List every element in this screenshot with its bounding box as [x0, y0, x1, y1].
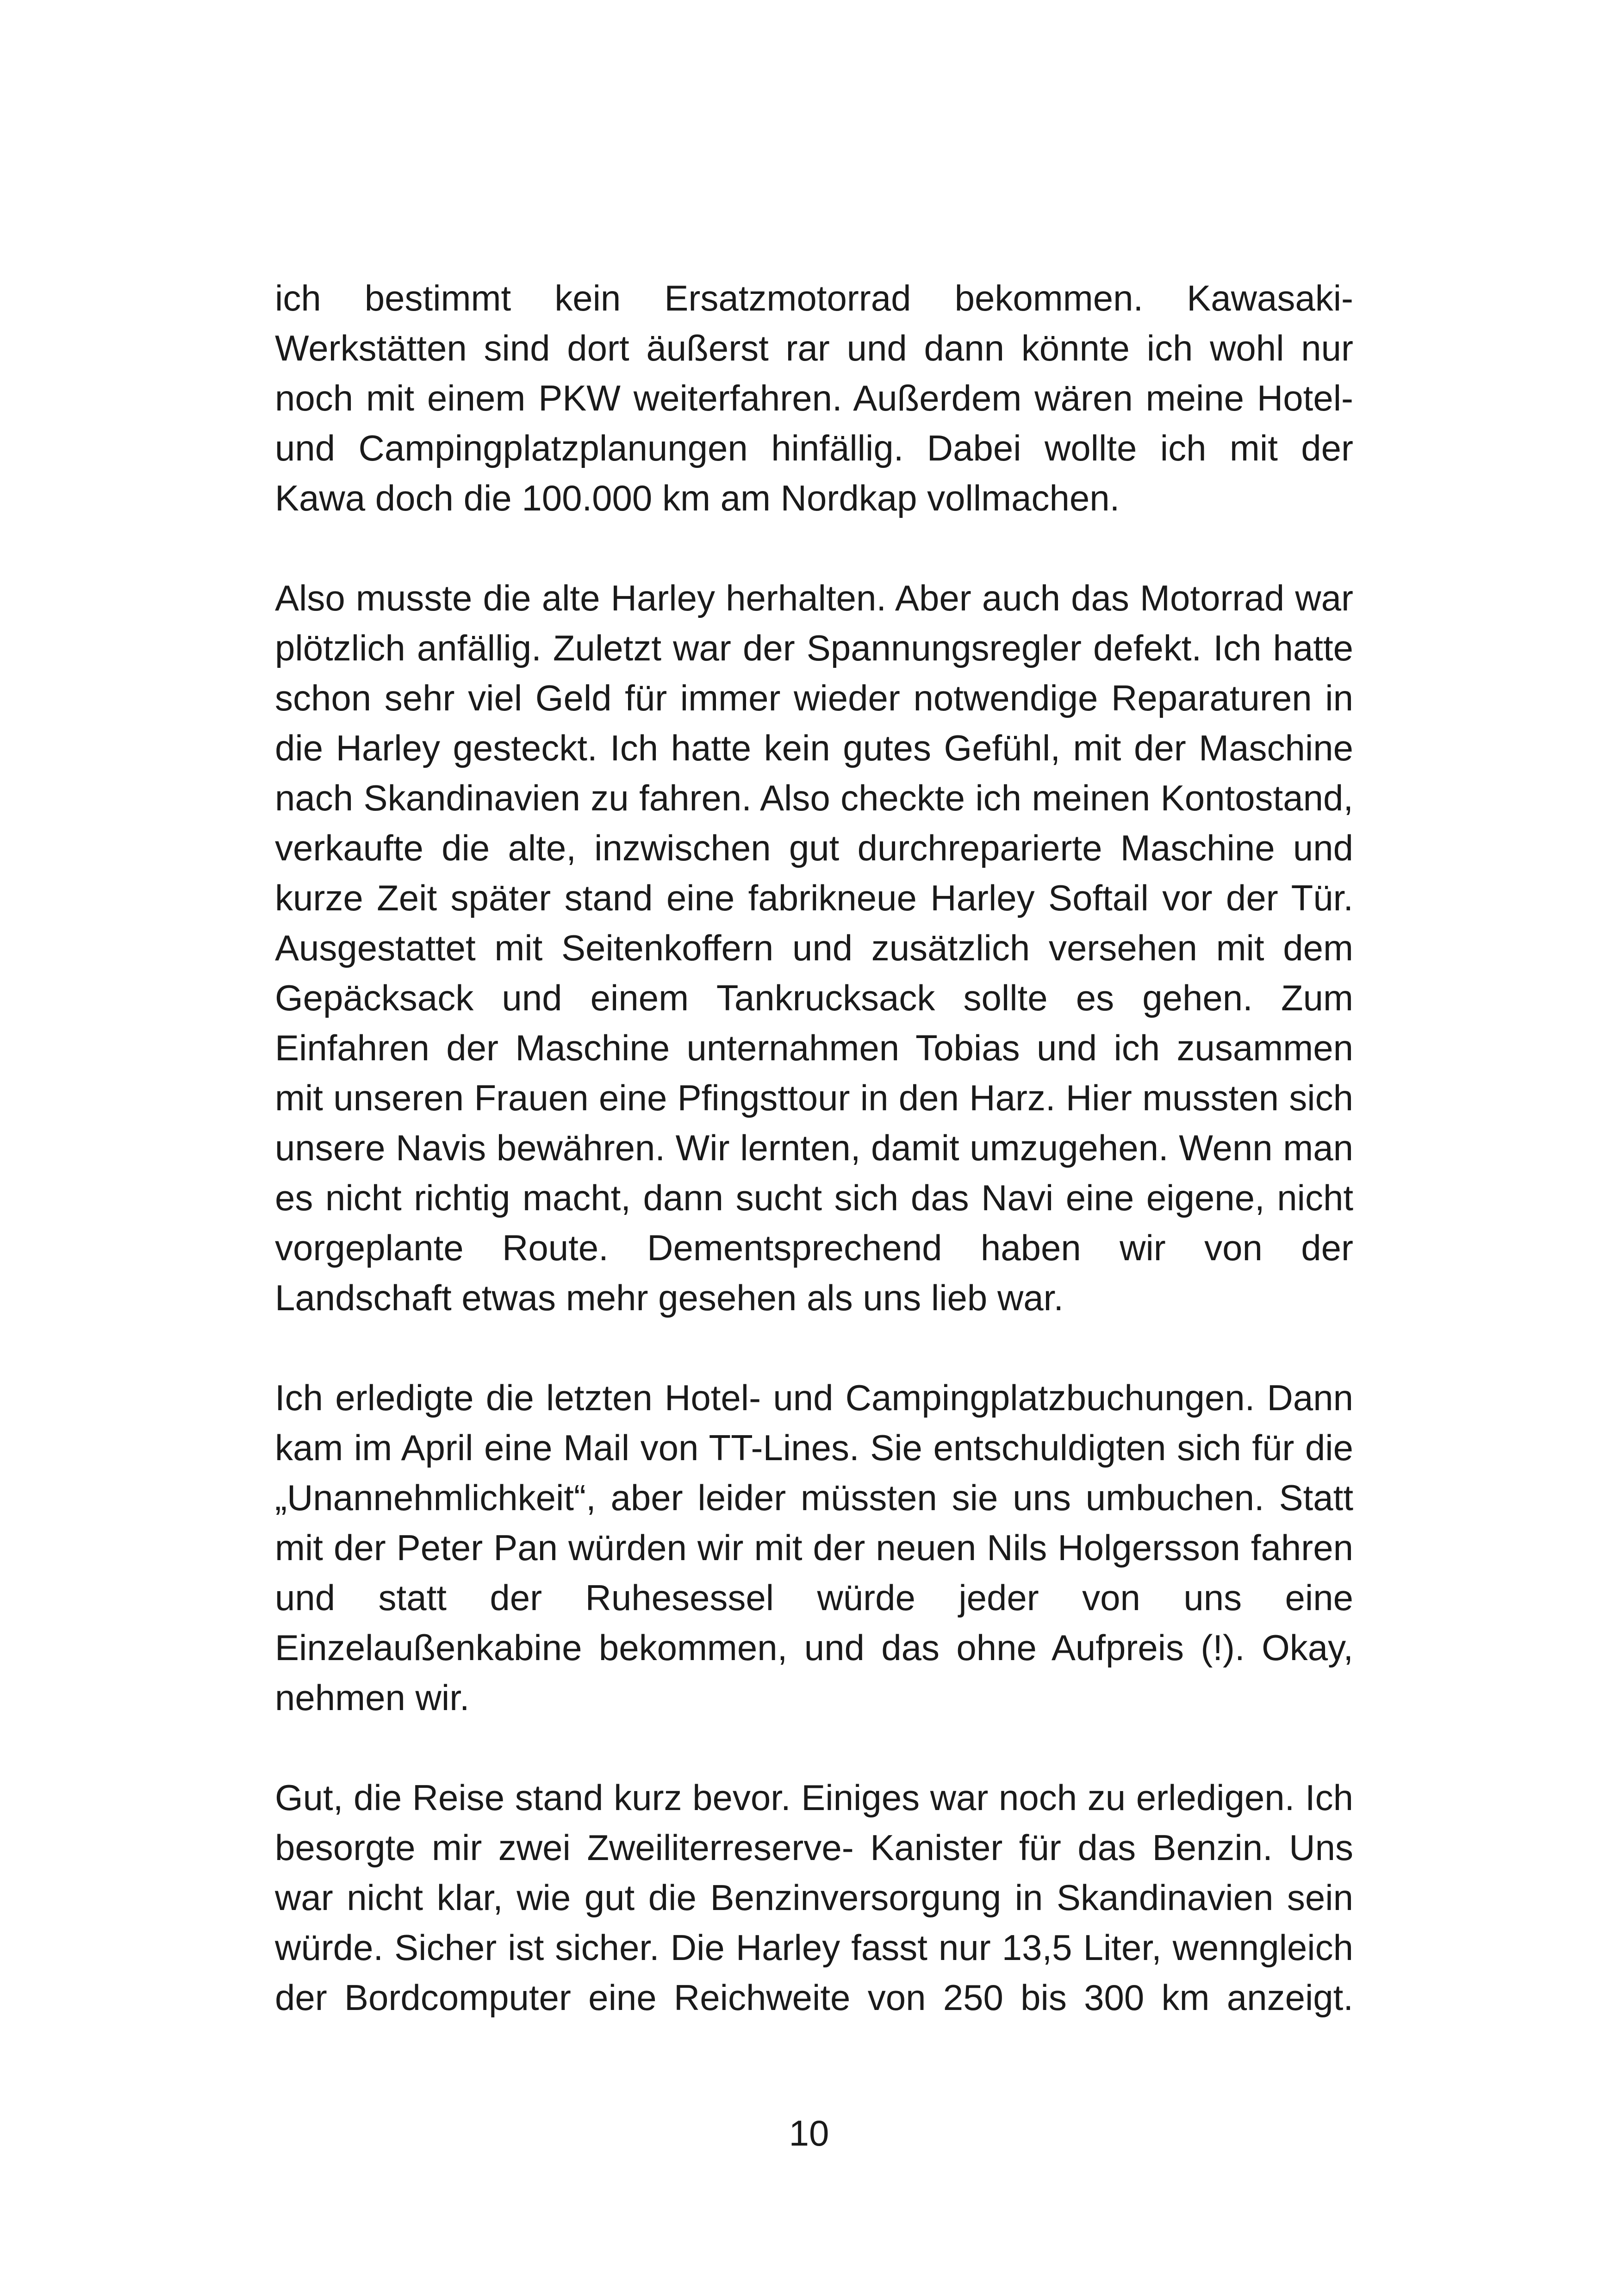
text-body — [275, 273, 1353, 2072]
paragraph: Gut, die Reise stand kurz bevor. Einiges war noch zu erledigen. Ich besorgte mir zwei Zweiliterreserve- Kanister für das Benzin. Uns war nicht klar, wie gut die Benzinversorgung in Skandinavien sein würde. Sicher ist sicher. Die Harley fasst nur 13,5 Liter, wenngleich der Bordcomputer eine Reichweite von 250 bis 300 km anzeigt. — [275, 1777, 1353, 2018]
paragraph: ich bestimmt kein Ersatzmotorrad bekommen. Kawasaki-Werkstätten sind dort äußerst rar und dann könnte ich wohl nur noch mit einem PKW weiterfahren. Außerdem wären meine Hotel- und Campingplatzplanungen hinfällig. Dabei wollte ich mit der Kawa doch die 100.000 km am Nordkap vollmachen. — [275, 278, 1353, 518]
paragraph: Also musste die alte Harley herhalten. Aber auch das Motorrad war plötzlich anfällig. Zuletzt war der Spannungsregler defekt. Ich hatte schon sehr viel Geld für immer wieder notwendige Reparaturen in die Harley gesteckt. Ich hatte kein gutes Gefühl, mit der Maschine nach Skandinavien zu fahren. Also checkte ich meinen Kontostand, verkaufte die alte, inzwischen gut durchreparierte Maschine und kurze Zeit später stand eine fabrikneue Harley Softail vor der Tür. Ausgestattet mit Seitenkoffern und zusätzlich versehen mit dem Gepäcksack und einem Tankrucksack sollte es gehen. Zum Einfahren der Maschine unternahmen Tobias und ich zusammen mit unseren Frauen eine Pfingsttour in den Harz. Hier mussten sich unsere Navis bewähren. Wir lernten, damit umzugehen. Wenn man es nicht richtig macht, dann sucht sich das Navi eine eigene, nicht vorgeplante Route. Dementsprechend haben wir von der Landschaft etwas mehr gesehen als uns lieb war. — [275, 578, 1353, 1318]
page-number: 10 — [789, 2113, 829, 2153]
paragraph: Ich erledigte die letzten Hotel- und Campingplatzbuchungen. Dann kam im April eine Mail von TT-Lines. Sie entschuldigten sich für die „Unannehmlichkeit“, aber leider müssten sie uns umbuchen. Statt mit der Peter Pan würden wir mit der neuen Nils Holgersson fahren und statt der Ruhesessel würde jeder von uns eine Einzelaußenkabine bekommen, und das ohne Aufpreis (!). Okay, nehmen wir. — [275, 1377, 1353, 1718]
